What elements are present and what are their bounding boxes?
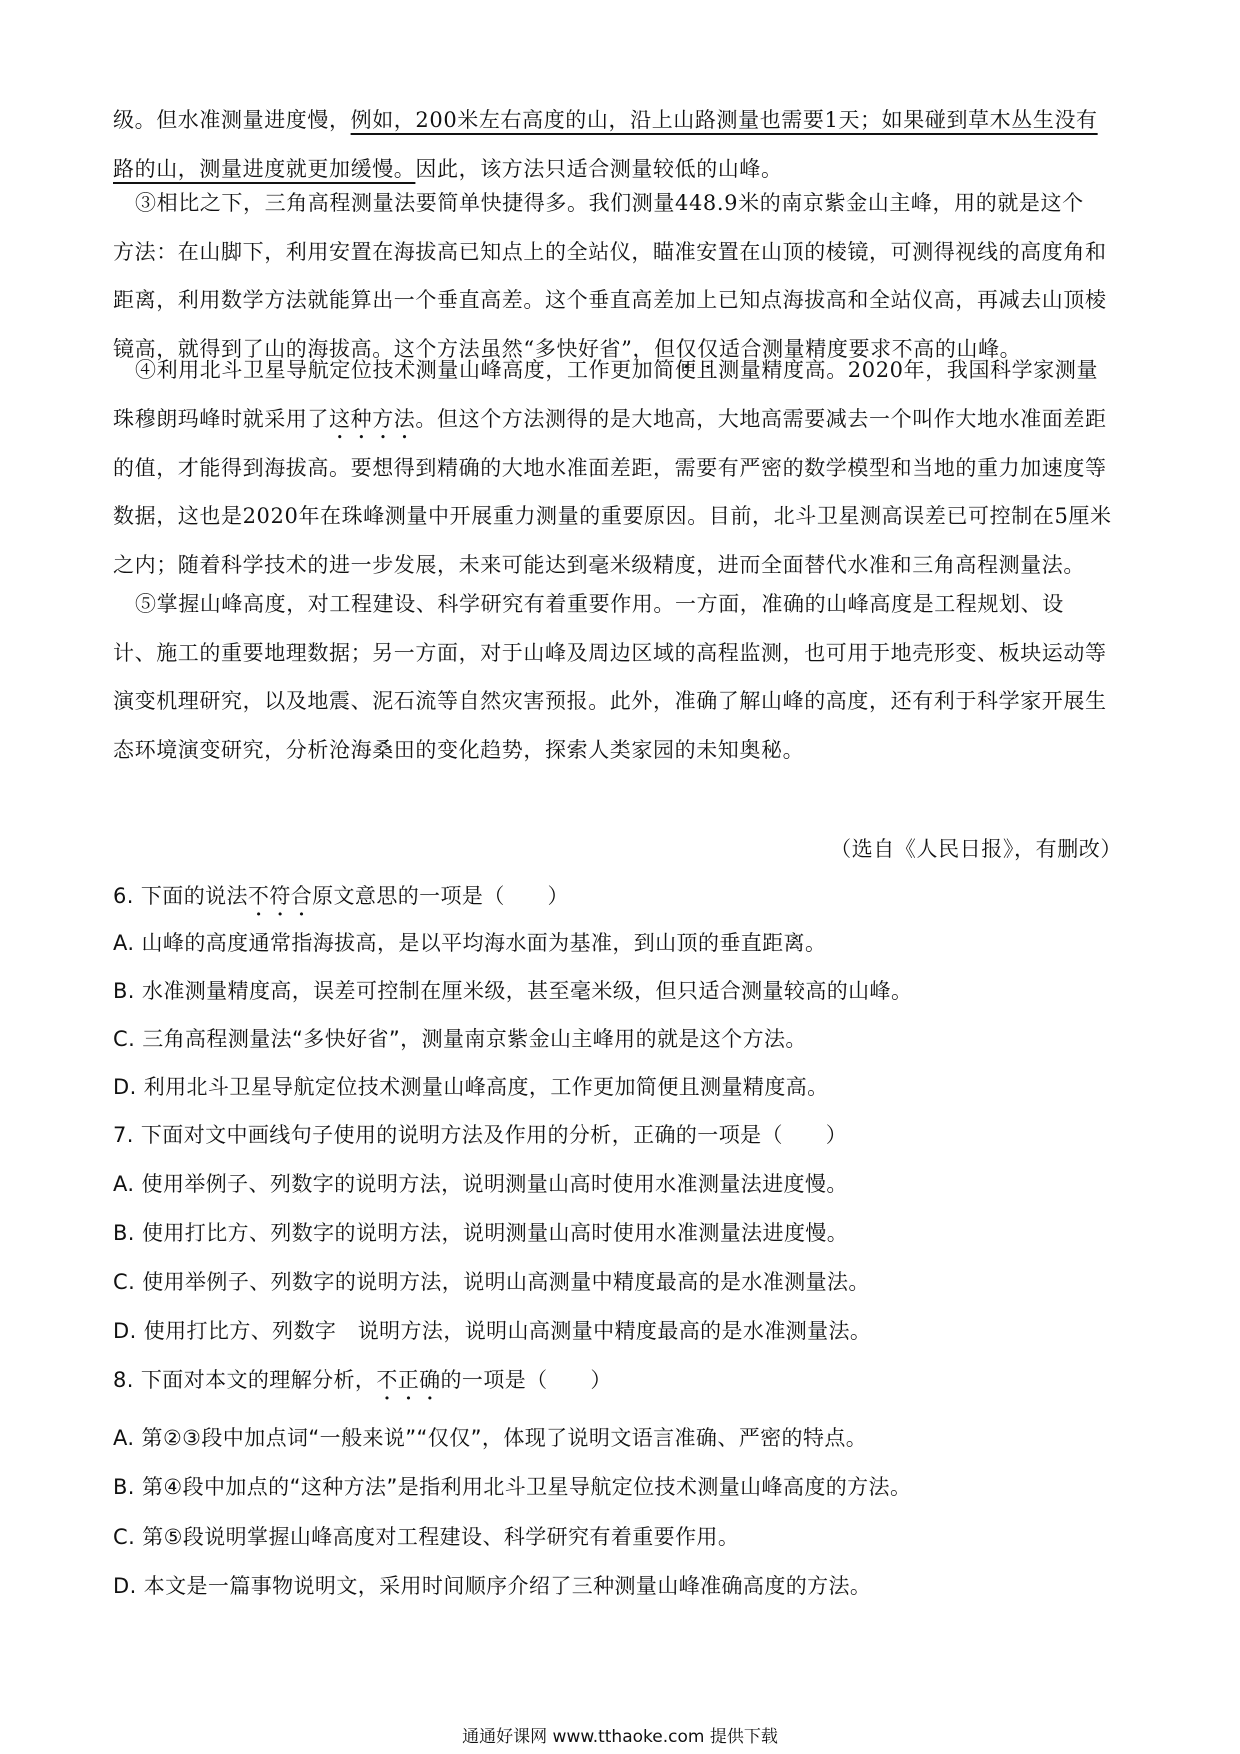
paragraph-line: 计、施工的重要地理数据；另一方面，对于山峰及周边区域的高程监测，也可用于地壳形变、板块运动等 [113,640,1107,665]
text-run: ③相比之下，三角高程测量法要简单快捷得多。我们测量448.9米的南京紫金山主峰，用的就是这个 [135,191,1084,215]
paragraph-line [113,179,1125,228]
paragraph-5 [113,580,1125,774]
text-run: 8. 下面对本文的理解分析， [113,1368,377,1392]
text-run: 因此，该方法只适合测量较低的山峰。 [415,156,783,181]
question-6-option-c: C. 三角高程测量法“多快好省”，测量南京紫金山主峰用的就是这个方法。 [113,1027,807,1051]
paragraph-line: 之内；随着科学技术的进一步发展，未来可能达到毫米级精度，进而全面替代水准和三角高程测量法。 [113,552,1085,577]
paragraph-line: 的值，才能得到海拔高。要想得到精确的大地水准面差距，需要有严密的数学模型和当地的重力加速度等 [113,455,1107,480]
paragraph-3 [113,179,1125,374]
text-run: ⑤掌握山峰高度，对工程建设、科学研究有着重要作用。一方面，准确的山峰高度是工程规划、设 [135,592,1064,616]
question-6-option-b: B. 水准测量精度高，误差可控制在厘米级，甚至毫米级，但只适合测量较高的山峰。 [113,979,913,1003]
question-7-stem: 7. 下面对文中画线句子使用的说明方法及作用的分析，正确的一项是（ ） [113,1123,848,1147]
paragraph-line: 距离，利用数学方法就能算出一个垂直高差。这个垂直高差加上已知点海拔高和全站仪高，再减去山顶棱 [113,288,1107,312]
question-7-option-d: D. 使用打比方、列数字 说明方法，说明山高测量中精度最高的是水准测量法。 [113,1319,872,1343]
question-8-option-b: B. 第④段中加点的“这种方法”是指利用北斗卫星导航定位技术测量山峰高度的方法。 [113,1475,912,1499]
text-run: 原文意思的一项是（ ） [312,884,569,908]
question-6-stem [113,880,1125,921]
paragraph-line [113,346,1125,395]
text-run: 的一项是（ ） [440,1368,612,1392]
paragraph-line [113,395,1125,444]
text-run: 级。但水准测量进度慢， [113,108,351,132]
text-run: 适合测量精度要求不高的山峰。 [718,336,1022,361]
question-8-option-c: C. 第⑤段说明掌握山峰高度对工程建设、科学研究有着重要作用。 [113,1525,740,1549]
text-run: 6. 下面的说法 [113,884,248,908]
text-run: ④利用北斗卫星导航定位技术测量山峰高度，工作更加简便且测量精度高。2020年，我国科学家测量 [135,358,1099,382]
question-6-option-a: A. 山峰的高度通常指海拔高，是以平均海水面为基准，到山顶的垂直距离。 [113,931,827,955]
text-run: 。但这个方法测得的是大地高，大地高需要减去一个叫作大地水准面差距 [415,406,1107,431]
question-8-option-a: A. 第②③段中加点词“一般来说”“仅仅”，体现了说明文语言准确、严密的特点。 [113,1426,868,1450]
paragraph-4 [113,346,1125,589]
question-6-option-d: D. 利用北斗卫星导航定位技术测量山峰高度，工作更加简便且测量精度高。 [113,1075,829,1099]
paragraph-line [113,580,1125,629]
paragraph-line: 数据，这也是2020年在珠峰测量中开展重力测量的重要原因。目前，北斗卫星测高误差已可控制在5厘米 [113,504,1112,528]
underlined-sentence: 路的山，测量进度就更加缓慢。 [113,156,416,181]
underlined-sentence: 例如，200米左右高度的山，沿上山路测量也需要1天；如果碰到草木丛生没有 [350,108,1098,132]
emphasis-dotted-word: 不符合 [247,884,313,908]
text-run: 镜高，就得到了山的海拔高。这个方法虽然“多快好省”，但 [113,336,676,361]
page-footer: 通通好课网 www.tthaoke.com 提供下载 [462,1727,778,1747]
question-7-option-b: B. 使用打比方、列数字的说明方法，说明测量山高时使用水准测量法进度慢。 [113,1221,849,1245]
text-run: 珠穆朗玛峰时就采用了 [113,406,329,431]
question-7-option-c: C. 使用举例子、列数字的说明方法，说明山高测量中精度最高的是水准测量法。 [113,1270,870,1294]
source-citation: （选自《人民日报》，有删改） [830,837,1122,861]
emphasis-dotted-word: 这种方法 [329,406,416,431]
question-7-option-a: A. 使用举例子、列数字的说明方法，说明测量山高时使用水准测量法进度慢。 [113,1172,848,1196]
paragraph-line: 态环境演变研究，分析沧海桑田的变化趋势，探索人类家园的未知奥秘。 [113,737,805,762]
emphasis-dotted-word: 仅仅 [675,336,719,361]
question-8-option-d: D. 本文是一篇事物说明文，采用时间顺序介绍了三种测量山峰准确高度的方法。 [113,1574,872,1598]
paragraph-line [113,96,1125,145]
emphasis-dotted-word: 不正确 [376,1368,441,1392]
question-8-stem [113,1364,1125,1405]
paragraph-line: 演变机理研究，以及地震、泥石流等自然灾害预报。此外，准确了解山峰的高度，还有利于科学家开展生 [113,689,1107,713]
paragraph-line: 方法：在山脚下，利用安置在海拔高已知点上的全站仪，瞄准安置在山顶的棱镜，可测得视线的高度角和 [113,239,1107,264]
